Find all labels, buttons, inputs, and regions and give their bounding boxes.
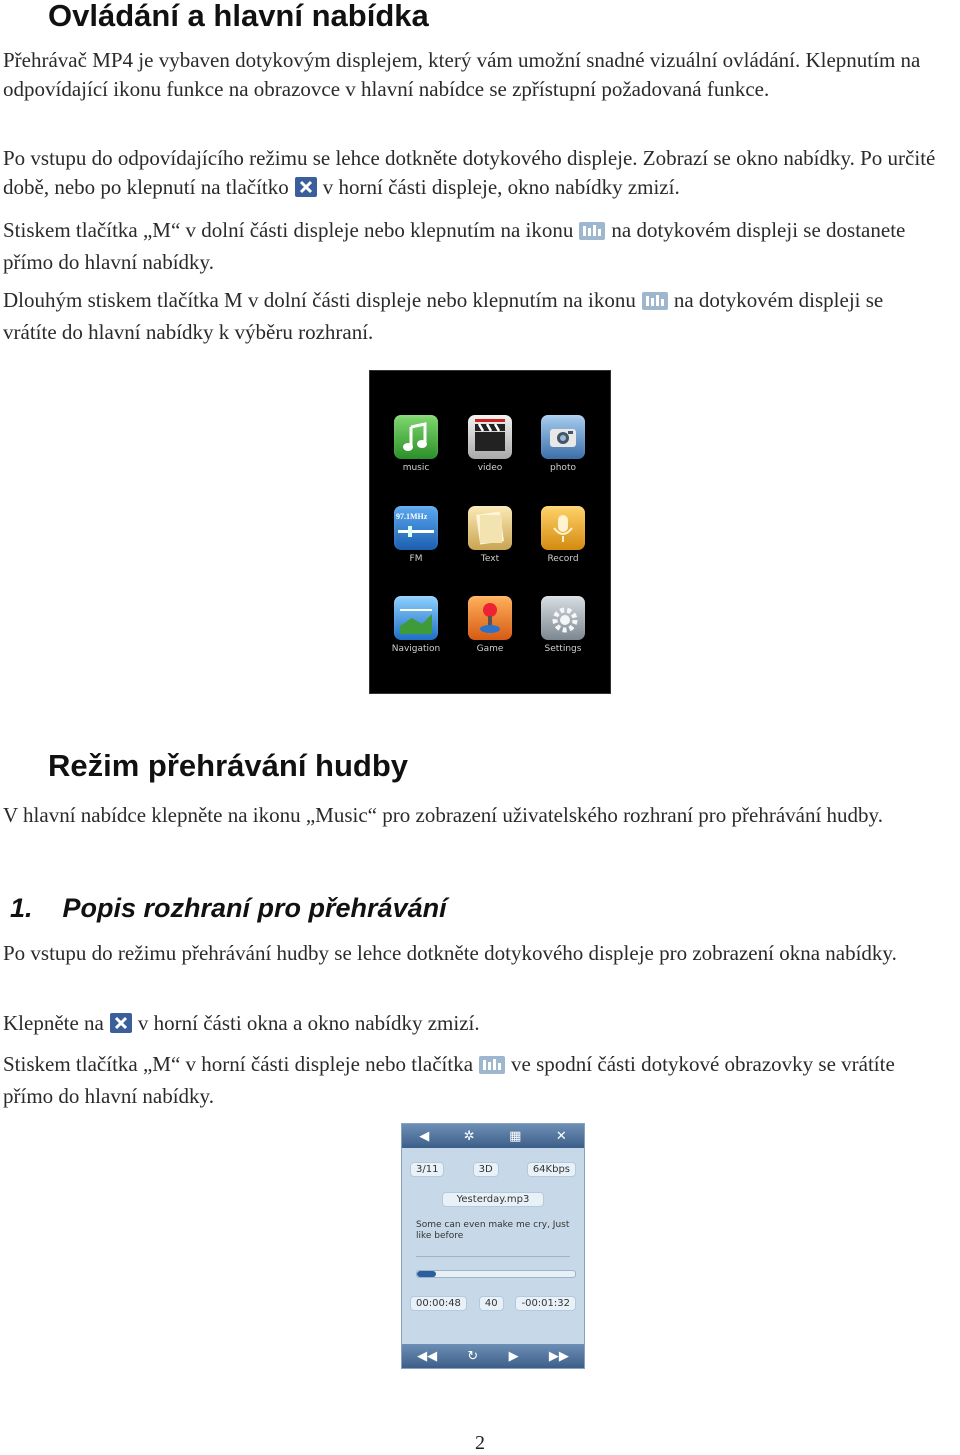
radio-icon (394, 506, 438, 550)
remaining-time: -00:01:32 (515, 1296, 576, 1311)
fm-frequency: 97.1MHz (396, 512, 428, 521)
app-game (460, 596, 520, 654)
text: ve spodní části dotykové obrazovky se vrátíte přímo do hlavní nabídky. (3, 1052, 895, 1108)
menu-icon (479, 1053, 505, 1082)
joystick-icon (468, 596, 512, 640)
paragraph-return-menu (3, 1050, 933, 1111)
player-time-row (410, 1296, 576, 1311)
paragraph-music-intro: V hlavní nabídce klepněte na ikonu „Music“ pro zobrazení uživatelského rozhraní pro přehrávání hudby. (3, 803, 883, 827)
clapperboard-icon (468, 415, 512, 459)
lyrics-box: Some can even make me cry, Just like before (416, 1220, 570, 1257)
text: Stiskem tlačítka „M“ v dolní části displeje nebo klepnutím na ikonu (3, 218, 574, 242)
menu-icon (579, 219, 605, 248)
heading-controls: Ovládání a hlavní nabídka (48, 0, 429, 33)
gear-icon (541, 596, 585, 640)
text: na dotykovém displeji se vrátíte do hlavní nabídky k výběru rozhraní. (3, 288, 884, 344)
text: Stiskem tlačítka „M“ v horní části displeje nebo tlačítka (3, 1052, 474, 1076)
gear-icon: ✲ (463, 1128, 475, 1144)
app-fm (386, 506, 446, 564)
app-navigation (386, 596, 446, 654)
notes-icon (468, 506, 512, 550)
page-number: 2 (475, 1432, 485, 1454)
camera-icon (541, 415, 585, 459)
microphone-icon (541, 506, 585, 550)
text: na dotykovém displeji se dostanete přímo do hlavní nabídky. (3, 218, 906, 274)
paragraph-intro: Přehrávač MP4 je vybaven dotykovým displejem, který vám umožní snadné vizuální ovládání. Klepnutím na odpovídající ikonu funkce na obrazovce v hlavní nabídce se zpřístupní požadovaná funkce. (3, 48, 921, 101)
paragraph-playback-menu: Po vstupu do režimu přehrávání hudby se lehce dotkněte dotykového displeje pro zobrazení okna nabídky. (3, 941, 897, 965)
rewind-icon: ◀◀ (417, 1348, 438, 1364)
player-info-row (410, 1162, 576, 1177)
progress-track (416, 1270, 576, 1278)
text: v horní části displeje, okno nabídky zmizí. (322, 175, 680, 199)
paragraph-close-menu (3, 1009, 958, 1041)
app-video (460, 415, 520, 473)
app-photo (533, 415, 593, 473)
music-note-icon (394, 415, 438, 459)
app-label: Navigation (391, 644, 441, 654)
play-icon: ▶ (508, 1348, 519, 1364)
track-index: 3/11 (410, 1162, 444, 1177)
app-label: music (402, 463, 430, 473)
text: v horní části okna a okno nabídky zmizí. (137, 1011, 480, 1035)
app-label: FM (409, 554, 423, 564)
paragraph-main-menu (3, 216, 913, 277)
elapsed-time: 00:00:48 (410, 1296, 467, 1311)
player-top-bar (402, 1124, 584, 1148)
app-label: photo (550, 463, 576, 473)
player-controls (402, 1344, 584, 1368)
volume-level: 40 (479, 1296, 504, 1311)
text: Klepněte na (3, 1011, 104, 1035)
heading-music-mode: Režim přehrávání hudby (48, 748, 409, 783)
menu-icon (642, 289, 668, 318)
app-music (386, 415, 446, 473)
app-record (533, 506, 593, 564)
text: Dlouhým stiskem tlačítka M v dolní části displeje nebo klepnutím na ikonu (3, 288, 636, 312)
progress-fill (417, 1271, 436, 1277)
text: Po vstupu do odpovídajícího režimu se lehce dotkněte dotykového displeje. Zobrazí se okno nabídky. Po určité době, nebo po klepnutí na tlačítko (3, 146, 936, 199)
map-icon (394, 596, 438, 640)
app-text (460, 506, 520, 564)
close-x-icon (295, 176, 317, 205)
repeat-icon: ↻ (467, 1348, 479, 1364)
app-label: video (477, 463, 503, 473)
app-label: Record (547, 554, 579, 564)
app-label: Settings (544, 644, 582, 654)
track-filename: Yesterday.mp3 (442, 1192, 544, 1207)
sound-effect: 3D (473, 1162, 499, 1177)
app-label: Game (476, 644, 504, 654)
main-menu-screenshot (369, 370, 611, 694)
heading-playback-ui: 1. Popis rozhraní pro přehrávání (10, 893, 447, 923)
music-player-screenshot (401, 1123, 585, 1369)
app-label: Text (480, 554, 500, 564)
close-x-icon (110, 1012, 132, 1041)
bitrate: 64Kbps (527, 1162, 576, 1177)
back-icon: ◀ (419, 1128, 430, 1144)
close-icon: ✕ (555, 1128, 567, 1144)
fast-forward-icon: ▶▶ (548, 1348, 569, 1364)
menu-icon: ▦ (509, 1128, 522, 1144)
app-settings (533, 596, 593, 654)
paragraph-long-press (3, 286, 913, 347)
paragraph-menu-window (3, 144, 958, 205)
